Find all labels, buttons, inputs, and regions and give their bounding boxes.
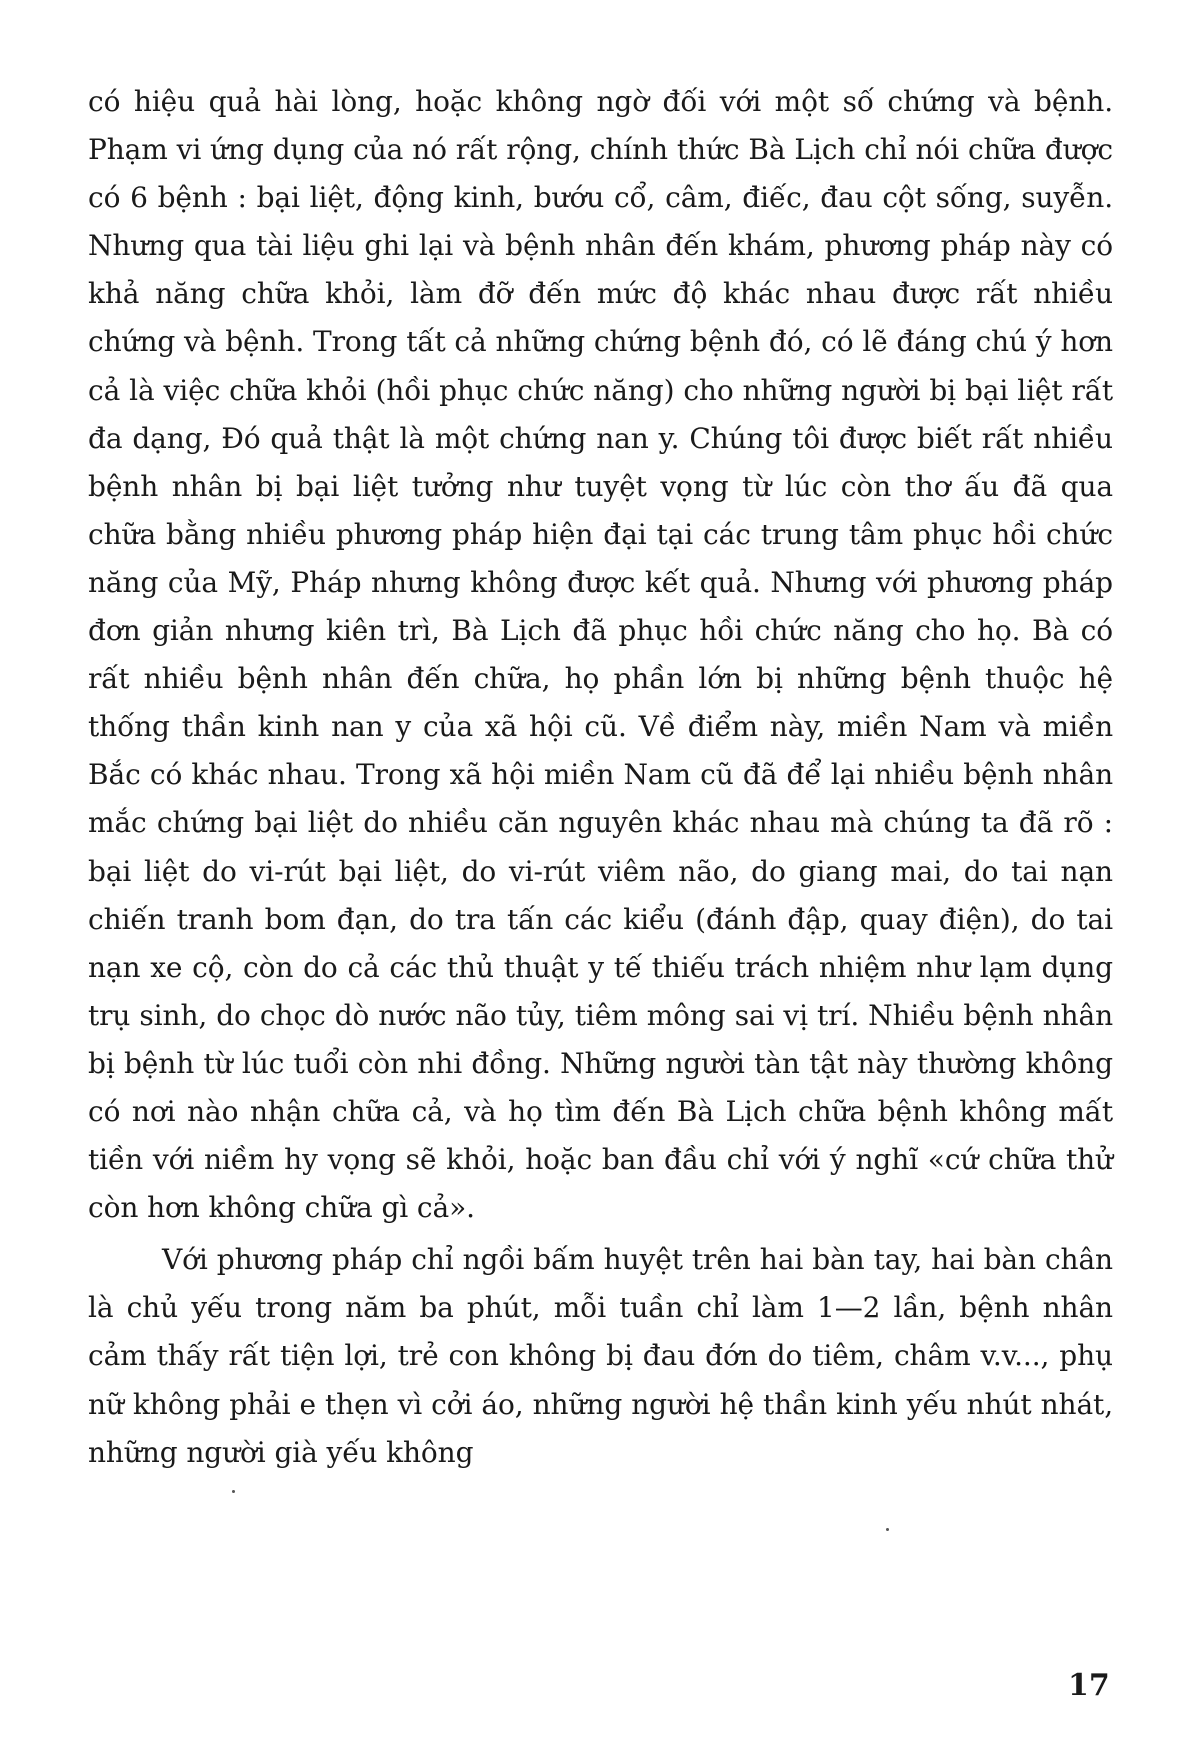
paragraph-1: có hiệu quả hài lòng, hoặc không ngờ đối với một số chứng và bệnh. Phạm vi ứng dụng của nó rất rộng, chính thức Bà Lịch chỉ nói chữa được có 6 bệnh : bại liệt, động kinh, bướu cổ, câm, điếc, đau cột sống, suyễn. Nhưng qua tài liệu ghi lại và bệnh nhân đến khám, phương pháp này có khả năng chữa khỏi, làm đỡ đến mức độ khác nhau được rất nhiều chứng và bệnh. Trong tất cả những chứng bệnh đó, có lẽ đáng chú ý hơn cả là việc chữa khỏi (hồi phục chức năng) cho những người bị bại liệt rất đa dạng, Đó quả thật là một chứng nan y. Chúng tôi được biết rất nhiều bệnh nhân bị bại liệt tưởng như tuyệt vọng từ lúc còn thơ ấu đã qua chữa bằng nhiều phương pháp hiện đại tại các trung tâm phục hồi chức năng của Mỹ, Pháp nhưng không được kết quả. Nhưng với phương pháp đơn giản nhưng kiên trì, Bà Lịch đã phục hồi chức năng cho họ. Bà có rất nhiều bệnh nhân đến chữa, họ phần lớn bị những bệnh thuộc hệ thống thần kinh nan y của xã hội cũ. Về điểm này, miền Nam và miền Bắc có khác nhau. Trong xã hội miền Nam cũ đã để lại nhiều bệnh nhân mắc chứng bại liệt do nhiều căn nguyên khác nhau mà chúng ta đã rõ : bại liệt do vi-rút bại liệt, do vi-rút viêm não, do giang mai, do tai nạn chiến tranh bom đạn, do tra tấn các kiểu (đánh đập, quay điện), do tai nạn xe cộ, còn do cả các thủ thuật y tế thiếu trách nhiệm như lạm dụng trụ sinh, do chọc dò nước não tủy, tiêm mông sai vị trí. Nhiều bệnh nhân bị bệnh từ lúc tuổi còn nhi đồng. Những người tàn tật này thường không có nơi nào nhận chữa cả, và họ tìm đến Bà Lịch chữa bệnh không mất tiền với niềm hy vọng sẽ khỏi, hoặc ban đầu chỉ với ý nghĩ «cứ chữa thử còn hơn không chữa gì cả».: [88, 85, 1113, 1225]
print-speck: [232, 1490, 235, 1493]
body-text: [88, 78, 1113, 1477]
paragraph-2: Với phương pháp chỉ ngồi bấm huyệt trên hai bàn tay, hai bàn chân là chủ yếu trong năm ba phút, mỗi tuần chỉ làm 1—2 lần, bệnh nhân cảm thấy rất tiện lợi, trẻ con không bị đau đớn do tiêm, châm v.v..., phụ nữ không phải e thẹn vì cởi áo, những người hệ thần kinh yếu nhút nhát, những người già yếu không: [88, 1243, 1113, 1469]
print-speck: [886, 1528, 889, 1531]
page-number: 17: [1068, 1668, 1110, 1703]
